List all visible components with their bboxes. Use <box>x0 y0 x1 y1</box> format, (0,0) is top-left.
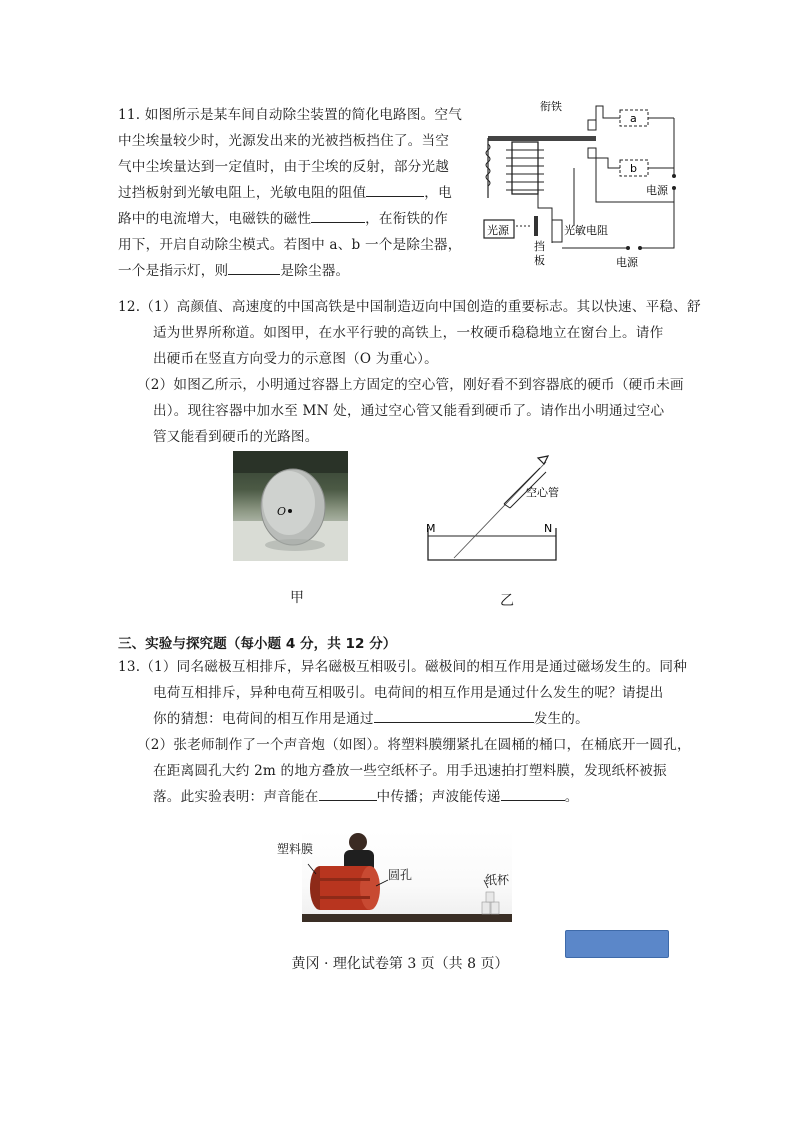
label-n: N <box>544 522 553 535</box>
answer-blank-medium-2[interactable] <box>319 786 377 801</box>
q13-line-6-tail: 。 <box>564 789 579 805</box>
armature-bar <box>488 136 596 141</box>
q11-line-4-tail: ，电 <box>424 185 452 201</box>
q12-line-4: （2）如图乙所示，小明通过容器上方固定的空心管，刚好看不到容器底的硬币（硬币未画 <box>137 377 684 393</box>
q11-circuit-diagram <box>478 98 688 278</box>
answer-blank-energy[interactable] <box>501 786 565 801</box>
q13-line-6 <box>153 784 578 810</box>
answer-blank-medium[interactable] <box>374 708 534 723</box>
q12-line-3: 出硬币在竖直方向受力的示意图（O 为重心）。 <box>153 351 438 367</box>
q13-line-6-mid: 中传播；声波能传递 <box>376 789 501 805</box>
q12-line-6: 管又能看到硬币的光路图。 <box>153 429 319 445</box>
container-tube-diagram <box>420 452 570 567</box>
label-o: O <box>277 505 287 518</box>
q11-line-4 <box>118 180 452 206</box>
q11-line-7-tail: 是除尘器。 <box>280 263 350 279</box>
label-baffle-2: 板 <box>534 254 545 267</box>
caption-jia: 甲 <box>290 590 304 606</box>
label-b: b <box>630 162 637 175</box>
q11-line-1: 11. 如图所示是某车间自动除尘装置的简化电路图。空气 <box>118 107 462 123</box>
answer-blank-duster[interactable] <box>228 260 280 275</box>
electromagnet-coil <box>506 142 544 194</box>
q11-line-6: 用下，开启自动除尘模式。若图中 a、b 一个是除尘器， <box>118 237 462 253</box>
q13-line-6-text: 落。此实验表明：声音能在 <box>153 789 319 805</box>
q13-line-3-tail: 发生的。 <box>533 711 589 727</box>
q12-line-2: 适为世界所称道。如图甲，在水平行驶的高铁上，一枚硬币稳稳地立在窗台上。请作 <box>153 325 664 341</box>
label-hollow-tube: 空心管 <box>526 486 559 499</box>
label-power-2: 电源 <box>616 256 638 269</box>
q13-line-1: 13.（1）同名磁极互相排斥，异名磁极互相吸引。磁极间的相互作用是通过磁场发生的。同种 <box>118 659 688 675</box>
q11-line-7-text: 一个是指示灯，则 <box>118 263 229 279</box>
q13-line-2: 电荷互相排斥，异种电荷互相吸引。电荷间的相互作用是通过什么发生的呢？请提出 <box>153 685 664 701</box>
q11-line-5-tail: ，在衔铁的作 <box>365 211 448 227</box>
label-photoresistor: 光敏电阻 <box>564 224 608 237</box>
label-armature: 衔铁 <box>540 100 562 113</box>
q12-line-1: 12.（1）高颜值、高速度的中国高铁是中国制造迈向中国创造的重要标志。其以快速、平稳、舒 <box>118 299 701 315</box>
q11-line-7 <box>118 258 349 284</box>
q11-line-5-text: 路中的电流增大，电磁铁的磁性 <box>118 211 312 227</box>
caption-yi: 乙 <box>500 593 514 609</box>
coin-photo <box>233 451 348 561</box>
answer-blank-magnetism[interactable] <box>311 208 365 223</box>
section-3-title: 三、实验与探究题（每小题 4 分，共 12 分） <box>118 636 397 652</box>
label-paper-cups: 纸杯 <box>485 873 510 887</box>
center-of-gravity-dot <box>288 509 292 513</box>
baffle <box>534 216 538 236</box>
photoresistor-box <box>552 220 562 242</box>
label-power-1: 电源 <box>646 184 668 197</box>
q12-line-5: 出）。现往容器中加水至 MN 处，通过空心管又能看到硬币了。请作出小明通过空心 <box>153 403 665 419</box>
answer-blank-resistance[interactable] <box>366 182 424 197</box>
eye-icon <box>538 456 548 464</box>
q11-line-4-text: 过挡板射到光敏电阻上，光敏电阻的阻值 <box>118 185 367 201</box>
label-plastic-film: 塑料膜 <box>277 842 314 856</box>
q13-line-4: （2）张老师制作了一个声音炮（如图）。将塑料膜绷紧扎在圆桶的桶口，在桶底开一圆孔， <box>137 737 691 753</box>
label-a: a <box>630 112 637 125</box>
label-hole: 圆孔 <box>388 868 413 882</box>
q11-line-2: 中尘埃量较少时，光源发出来的光被挡板挡住了。当空 <box>118 133 450 149</box>
q11-line-3: 气中尘埃量达到一定值时，由于尘埃的反射，部分光越 <box>118 159 450 175</box>
q11-line-5 <box>118 206 448 232</box>
q13-line-3 <box>153 706 589 732</box>
label-baffle-1: 挡 <box>534 240 545 253</box>
q13-line-5: 在距离圆孔大约 2m 的地方叠放一些空纸杯子。用手迅速拍打塑料膜，发现纸杯被振 <box>153 763 667 779</box>
label-m: M <box>426 522 436 535</box>
page-footer: 黄冈 · 理化试卷第 3 页（共 8 页） <box>291 956 509 972</box>
label-light-source: 光源 <box>487 224 509 237</box>
q13-line-3-text: 你的猜想：电荷间的相互作用是通过 <box>153 711 374 727</box>
